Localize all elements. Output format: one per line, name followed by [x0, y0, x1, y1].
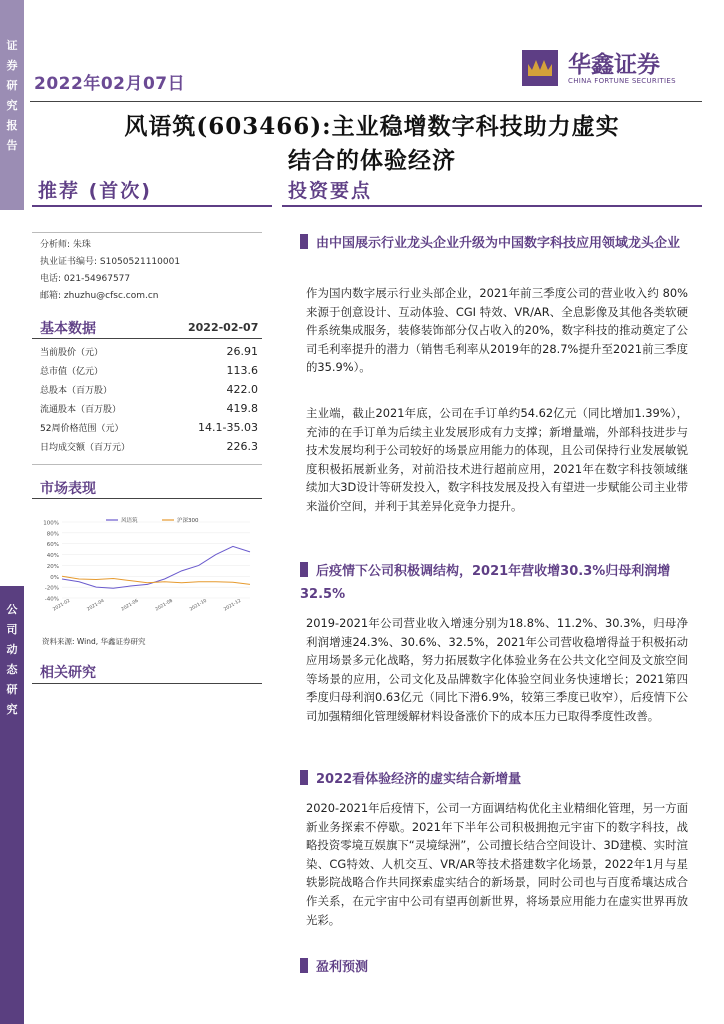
section-2-para-1: 2019-2021年公司营业收入增速分别为18.8%、11.2%、30.3%，归母净利润增速24.3%、30.6%、32.5%，2021年公司营收稳增得益于积极拓动应用场景多元化战略，努力拓展数字化体验业务在公共文化空间及文旅空间等场景的应用，公司文化及品牌数字化体验空间业务快速增长；2021第四季度归母利润0.63亿元（同比下滑6.9%，较第三季度已收窄），后疫情下公司加强精细化管理缓解材料设备涨价下的成本压力已取得季度性改善。 [306, 616, 688, 723]
chart-ytick-label: -40% [44, 596, 59, 603]
report-title-line2: 结合的体验经济 [288, 147, 456, 174]
market-rule [32, 498, 262, 499]
basic-data-rule [32, 338, 262, 339]
section-3-para-1: 2020-2021年后疫情下，公司一方面调结构优化主业精细化管理，另一方面新业务探索不停歇。2021年下半年公司积极拥抱元宇宙下的数字科技，战略投资零境互娱旗下“灵境绿洲”，公司擅长结合空间设计、3D建模、实时渲染、CG特效、人机交互、VR/AR等技术搭建数字化场景，2022年1月与星轶影院战略合作共同探索虚实结合的新场景，同时公司也与百度希壤达成合作关系，在元宇宙中公司有望再创新世界，将场景应用能力在虚实世界再放光彩。 [306, 801, 688, 927]
analyst-cert: 执业证书编号: S1050521110001 [40, 257, 181, 267]
chart-ytick-label: 20% [46, 563, 59, 570]
section-marker [300, 770, 308, 785]
rating: 推荐 (首次) [38, 180, 152, 202]
chart-xtick-label: 2021-12 [223, 598, 243, 613]
basic-data-value: 26.91 [226, 345, 258, 358]
sidebar-top-char: 券 [6, 59, 18, 72]
sidebar-bot-char: 究 [6, 703, 18, 716]
related-research-title: 相关研究 [40, 665, 96, 681]
sidebar-top-char: 告 [6, 139, 18, 152]
basic-data-label: 当前股价（元） [40, 348, 104, 358]
sidebar-top-char: 证 [6, 39, 18, 52]
chart-legend-label: 风语筑 [121, 518, 138, 524]
market-title: 市场表现 [40, 481, 96, 497]
sidebar-top-char: 究 [6, 99, 18, 112]
chart-xtick-label: 2021-06 [120, 598, 140, 613]
chart-ytick-label: 60% [46, 542, 59, 549]
basic-data-row [38, 399, 260, 418]
sidebar-bot-char: 公 [6, 603, 18, 616]
sidebar-top-char: 报 [6, 119, 18, 132]
investment-highlights-title: 投资要点 [288, 180, 373, 202]
basic-data-date: 2022-02-07 [188, 321, 259, 334]
related-rule [32, 683, 262, 684]
chart-ytick-label: -20% [44, 585, 59, 592]
chart-xtick-label: 2021-08 [154, 598, 174, 613]
basic-data-row [38, 342, 260, 361]
sidebar-bot-char: 研 [6, 683, 18, 696]
basic-data-value: 14.1-35.03 [198, 421, 258, 434]
analyst-name: 分析师: 朱珠 [40, 240, 91, 250]
section-marker [300, 958, 308, 973]
chart-xtick-label: 2021-04 [86, 598, 106, 613]
sidebar-report-type [0, 0, 24, 210]
section-head-2: 后疫情下公司积极调结构，2021年营收增30.3%归母利润增32.5% [300, 564, 671, 602]
basic-data-label: 总股本（百万股） [40, 386, 113, 396]
basic-data-row [38, 361, 260, 380]
logo-icon [522, 50, 558, 86]
report-date: 2022年02月07日 [34, 74, 186, 94]
rating-underline [32, 205, 272, 207]
analyst-email: 邮箱: zhuzhu@cfsc.com.cn [40, 291, 159, 301]
report-title-line1: 风语筑(603466):主业稳增数字科技助力虚实 [124, 113, 620, 140]
basic-data-title: 基本数据 [40, 321, 96, 337]
basic-data-table [38, 342, 260, 456]
market-chart [36, 512, 260, 624]
basic-data-label: 总市值（亿元） [40, 367, 104, 377]
sidebar-top-char: 研 [6, 79, 18, 92]
section-head-3: 2022看体验经济的虚实结合新增量 [300, 768, 692, 791]
logo-subtitle: CHINA FORTUNE SECURITIES [568, 77, 676, 85]
basic-data-label: 52周价格范围（元） [40, 424, 124, 434]
sidebar-report-category [0, 586, 24, 1024]
section-marker [300, 562, 308, 577]
basic-data-value: 422.0 [226, 383, 258, 396]
basic-data-label: 日均成交额（百万元） [40, 443, 131, 453]
chart-source: 资料来源: Wind, 华鑫证券研究 [42, 637, 146, 646]
chart-series-line-1 [62, 576, 250, 584]
basic-data-row [38, 437, 260, 456]
basic-data-bottom-rule [32, 464, 262, 465]
chart-ytick-label: 100% [43, 520, 59, 527]
chart-ytick-label: 80% [46, 531, 59, 538]
basic-data-value: 113.6 [226, 364, 258, 377]
section-marker [300, 234, 308, 249]
basic-data-row [38, 380, 260, 399]
basic-data-value: 419.8 [226, 402, 258, 415]
analyst-phone: 电话: 021-54967577 [40, 274, 131, 284]
chart-xtick-label: 2021-02 [52, 598, 72, 613]
chart-xtick-label: 2021-10 [189, 598, 208, 613]
section-head-1: 由中国展示行业龙头企业升级为中国数字科技应用领域龙头企业 [300, 232, 692, 255]
basic-data-value: 226.3 [226, 440, 258, 453]
chart-legend-label: 沪深300 [177, 518, 199, 524]
analyst-top-rule [32, 232, 262, 233]
basic-data-label: 流通股本（百万股） [40, 405, 122, 415]
chart-ytick-label: 0% [50, 574, 59, 581]
sidebar-bot-char: 态 [6, 663, 18, 676]
sidebar-bot-char: 司 [6, 623, 18, 636]
section-1-para-1: 作为国内数字展示行业头部企业，2021年前三季度公司的营业收入约 80%来源于创意设计、互动体验、CGI 特效、VR/AR、全息影像及其他各类软硬件系统集成服务，装修装饰部分仅占收入的20%，数字科技的推动奠定了公司毛利率提升的潜力（销售毛利率从2019年的28.7%提升至2021前三季度的35.9%）。 [306, 286, 688, 375]
logo-text: 华鑫证券 [568, 52, 660, 78]
section-1-para-2: 主业端，截止2021年底，公司在手订单约54.62亿元（同比增加1.39%），充沛的在手订单为后续主业发展形成有力支撑；新增量端，外部科技进步与技术发展均利于公司较好的场景应用能力的体现，且公司保持行业发展敏锐度积极拓展新业务，对前沿技术进行超前应用，2021年在数字科技领域继续加大3D设计等研发投入，数字科技发展及投入有望进一步赋能公司主业带来溢价空间，并利于其差异化竞争力提升。 [306, 406, 688, 513]
section-head-4: 盈利预测 [300, 956, 692, 979]
chart-ytick-label: 40% [46, 553, 59, 560]
section-underline [282, 205, 702, 207]
header-divider [30, 101, 702, 102]
basic-data-row [38, 418, 260, 437]
sidebar-bot-char: 动 [6, 643, 18, 656]
